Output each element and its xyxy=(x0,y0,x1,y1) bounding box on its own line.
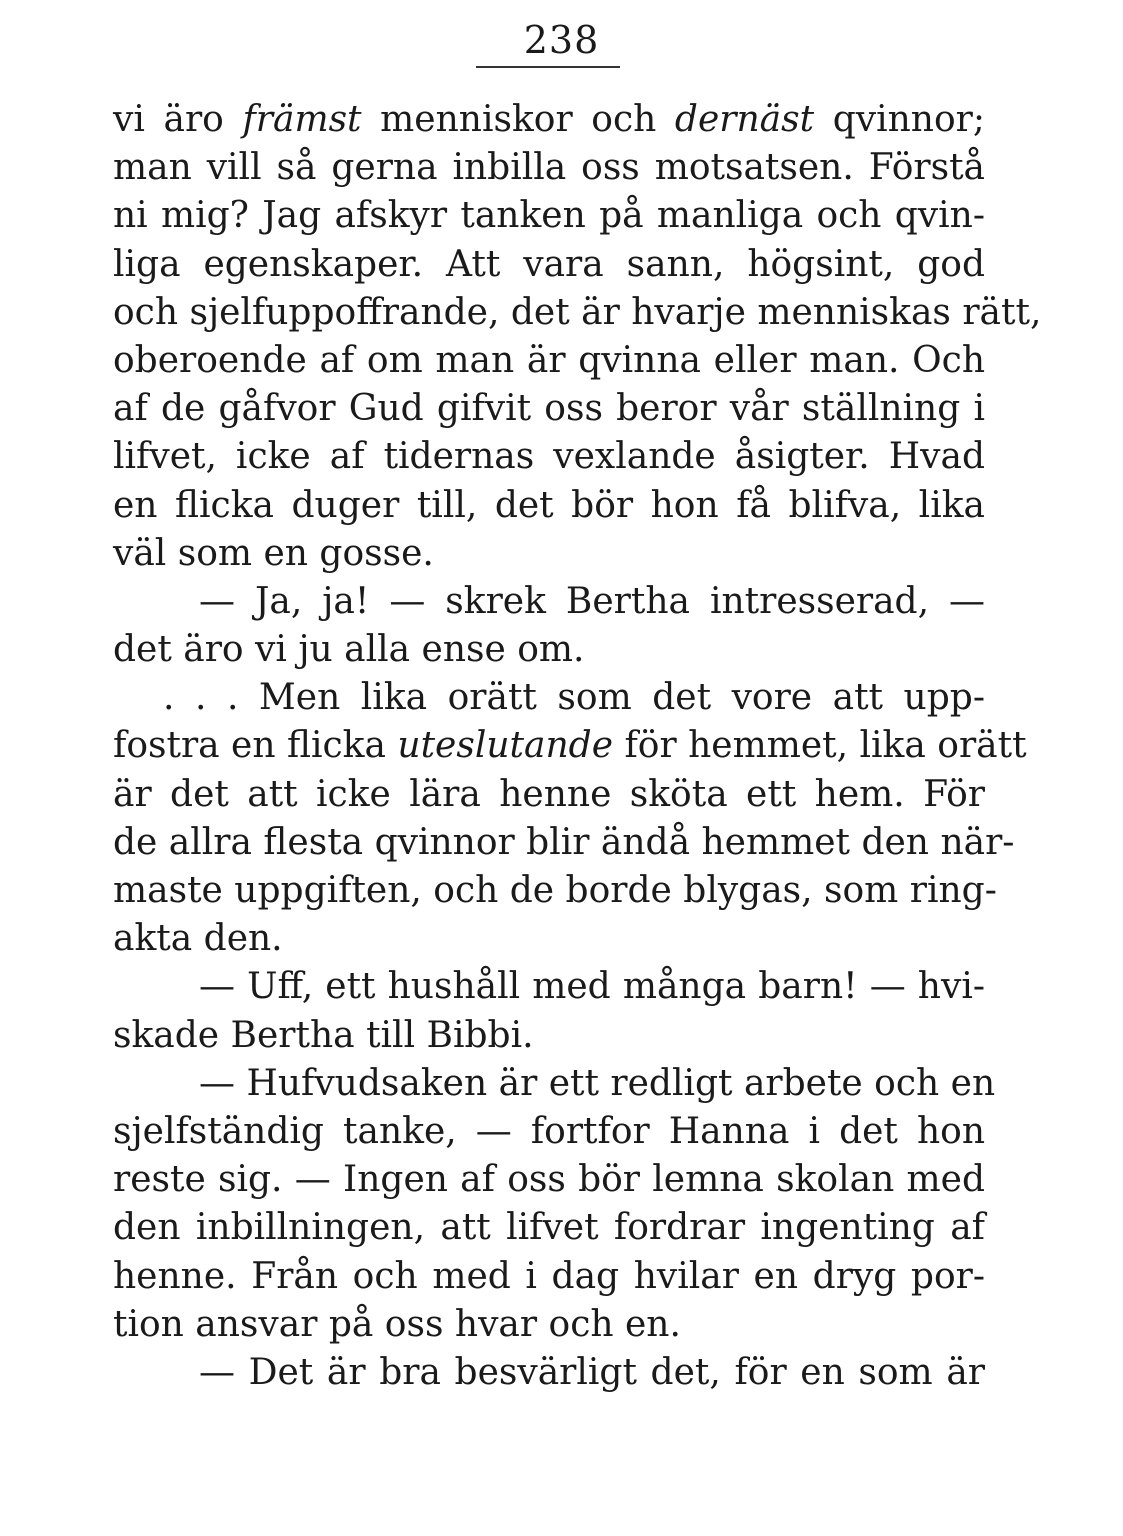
text-line: . . . Men lika orätt som det vore att upp- xyxy=(163,677,985,719)
emphasis-text: uteslutande xyxy=(397,725,614,767)
body-text xyxy=(113,96,1042,1397)
text-line: — Uff, ett hushåll med många barn! — hvi- xyxy=(199,966,985,1008)
text-line: och sjelfuppoffrande, det är hvarje menniskas rätt, xyxy=(113,291,1042,333)
text-span: för hemmet, lika orätt xyxy=(613,725,1027,767)
text-line: oberoende af om man är qvinna eller man. Och xyxy=(113,339,985,381)
text-line: lifvet, icke af tidernas vexlande åsigter. Hvad xyxy=(113,436,985,478)
text-line: sjelfständig tanke, — fortfor Hanna i det hon xyxy=(113,1110,985,1152)
text-span: menniskor och xyxy=(361,99,675,140)
page-number: 238 xyxy=(523,18,600,62)
text-line: det äro vi ju alla ense om. xyxy=(113,629,585,671)
text-span: vi äro xyxy=(113,99,243,140)
text-line: är det att icke lära henne sköta ett hem. För xyxy=(113,773,985,815)
text-line: en flicka duger till, det bör hon få blifva, lika xyxy=(113,484,985,526)
text-line: — Ja, ja! — skrek Bertha intresserad, — xyxy=(199,580,985,622)
text-line xyxy=(113,96,985,144)
text-line: de allra flesta qvinnor blir ändå hemmet den när- xyxy=(113,821,1015,863)
text-line: skade Bertha till Bibbi. xyxy=(113,1014,534,1056)
text-line: tion ansvar på oss hvar och en. xyxy=(113,1303,681,1345)
text-line: den inbillningen, att lifvet fordrar ingenting af xyxy=(113,1207,985,1249)
header-rule xyxy=(476,66,620,68)
text-line: reste sig. — Ingen af oss bör lemna skolan med xyxy=(113,1159,985,1201)
emphasis-text: dernäst xyxy=(674,99,815,140)
text-line: väl som en gosse. xyxy=(113,532,434,574)
text-line xyxy=(113,722,1027,770)
text-line: maste uppgiften, och de borde blygas, som ring- xyxy=(113,870,997,911)
text-span: fostra en flicka xyxy=(113,725,398,767)
text-line: akta den. xyxy=(113,918,283,960)
text-line: man vill så gerna inbilla oss motsatsen. Förstå xyxy=(113,147,985,189)
text-line: — Det är bra besvärligt det, för en som är xyxy=(199,1351,985,1393)
text-line: af de gåfvor Gud gifvit oss beror vår ställning i xyxy=(113,388,985,430)
emphasis-text: främst xyxy=(242,99,362,140)
text-line: henne. Från och med i dag hvilar en dryg por- xyxy=(113,1255,985,1297)
text-line: — Hufvudsaken är ett redligt arbete och en xyxy=(199,1062,996,1104)
text-line: liga egenskaper. Att vara sann, högsint, god xyxy=(113,243,985,285)
text-span: qvinnor; xyxy=(814,99,985,140)
text-line: ni mig? Jag afskyr tanken på manliga och qvin- xyxy=(113,195,985,237)
